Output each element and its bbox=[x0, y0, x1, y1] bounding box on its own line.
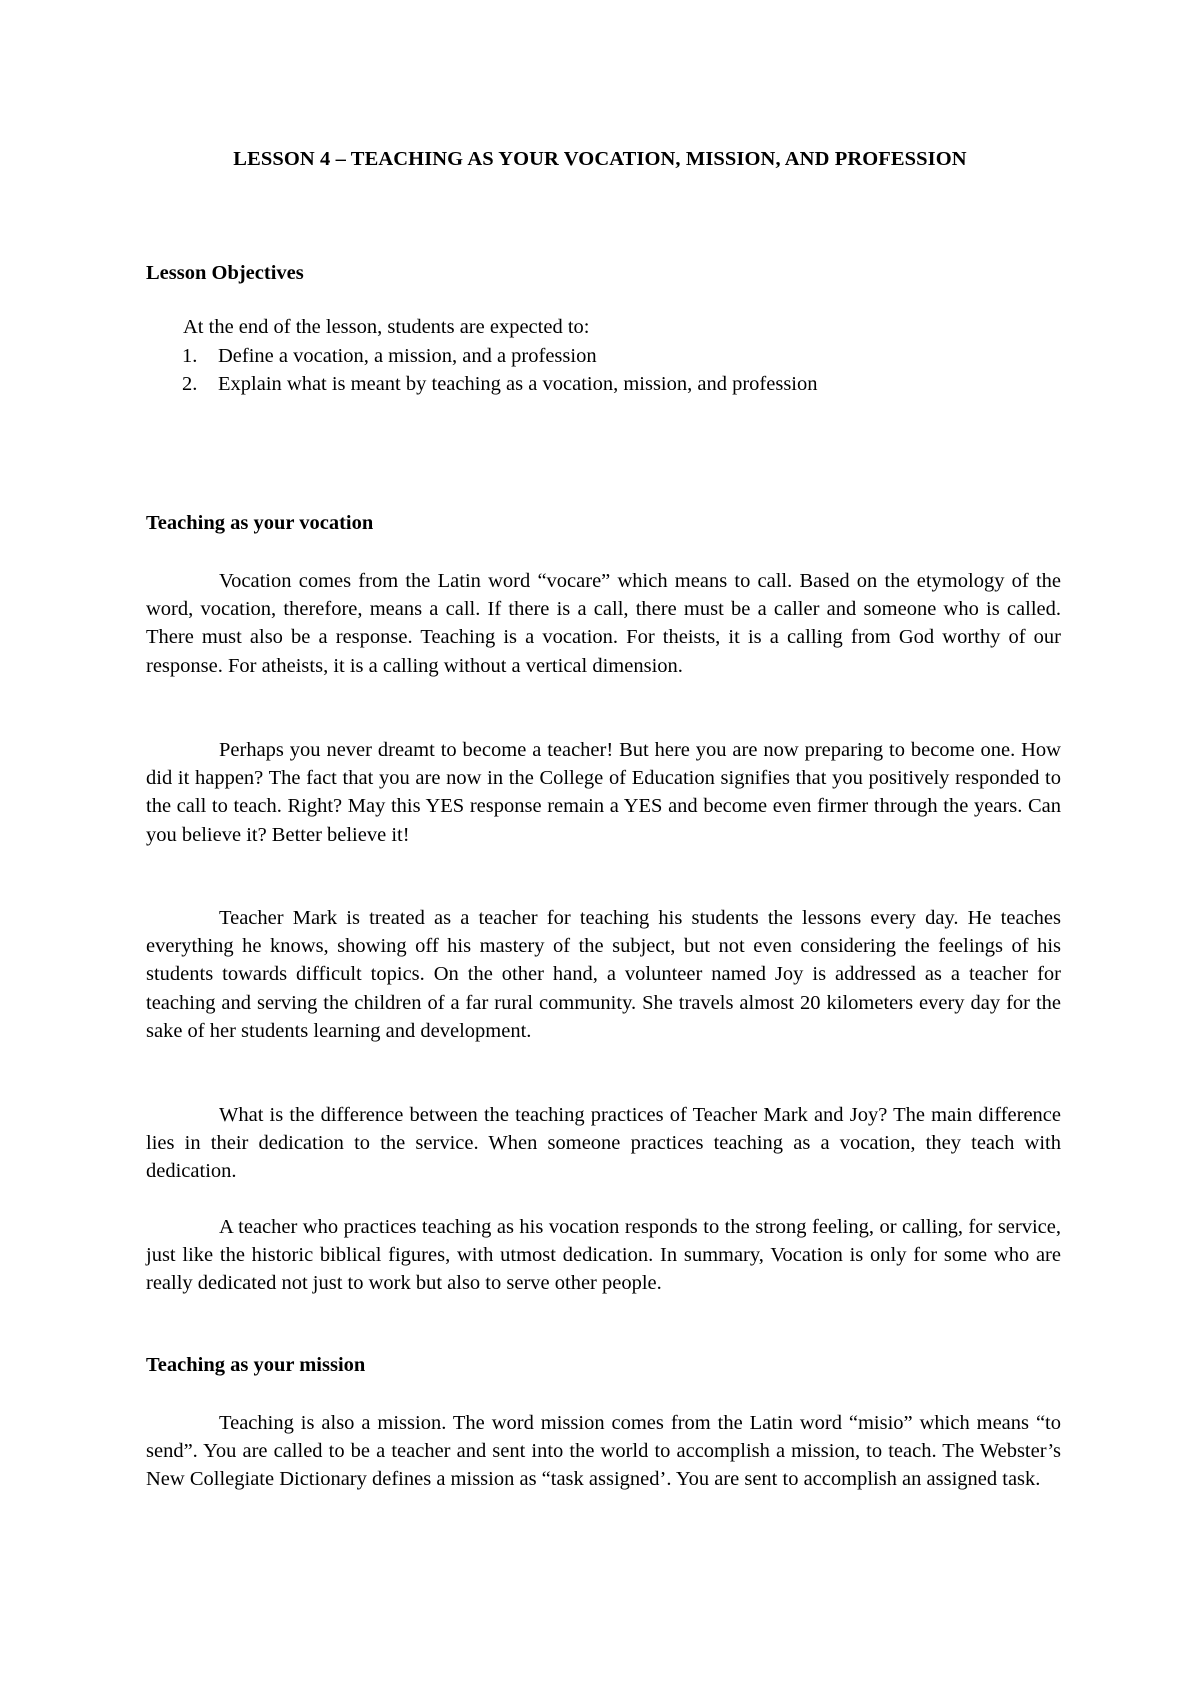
objective-text: Explain what is meant by teaching as a vocation, mission, and profession bbox=[218, 372, 818, 395]
vocation-paragraph: What is the difference between the teaching practices of Teacher Mark and Joy? The main difference lies in their dedication to the service. When someone practices teaching as a vocation, they teach with dedication. bbox=[146, 1104, 1061, 1183]
objective-item bbox=[146, 371, 818, 399]
objectives-list bbox=[146, 343, 818, 398]
vocation-paragraph: Vocation comes from the Latin word “vocare” which means to call. Based on the etymology of the word, vocation, therefore, means a call. If there is a call, there must be a caller and someone who is called. There must also be a response. Teaching is a vocation. For theists, it is a calling from God worthy of our response. For atheists, it is a calling without a vertical dimension. bbox=[146, 570, 1061, 677]
objective-text: Define a vocation, a mission, and a profession bbox=[218, 345, 597, 367]
vocation-paragraph: Teacher Mark is treated as a teacher for teaching his students the lessons every day. He teaches everything he knows, showing off his mastery of the subject, but not even considering the feelings of his students towards difficult topics. On the other hand, a volunteer named Joy is addressed as a teacher for teaching and serving the children of a far rural community. She travels almost 20 kilometers every day for the sake of her students learning and development. bbox=[146, 907, 1061, 1042]
vocation-heading: Teaching as your vocation bbox=[146, 512, 374, 534]
vocation-paragraph: A teacher who practices teaching as his vocation responds to the strong feeling, or calling, for service, just like the historic biblical figures, with utmost dedication. In summary, Vocation is only for some who are really dedicated not just to work but also to serve other people. bbox=[146, 1216, 1061, 1295]
objective-number: 1. bbox=[182, 345, 198, 367]
objectives-intro: At the end of the lesson, students are expected to: bbox=[183, 316, 590, 338]
mission-paragraph: Teaching is also a mission. The word mission comes from the Latin word “misio” which means “to send”. You are called to be a teacher and sent into the world to accomplish a mission, to teach. The Webster’s New Collegiate Dictionary defines a mission as “task assigned’. You are sent to accomplish an assigned task. bbox=[146, 1412, 1061, 1491]
objective-number: 2. bbox=[182, 372, 198, 395]
page-title: LESSON 4 – TEACHING AS YOUR VOCATION, MISSION, AND PROFESSION bbox=[233, 148, 967, 170]
vocation-paragraph: Perhaps you never dreamt to become a teacher! But here you are now preparing to become one. How did it happen? The fact that you are now in the College of Education signifies that you positively responded to the call to teach. Right? May this YES response remain a YES and become even firmer through the years. Can you believe it? Better believe it! bbox=[146, 739, 1061, 846]
mission-heading: Teaching as your mission bbox=[146, 1354, 366, 1376]
objectives-heading: Lesson Objectives bbox=[146, 262, 304, 284]
objective-item bbox=[146, 343, 818, 371]
